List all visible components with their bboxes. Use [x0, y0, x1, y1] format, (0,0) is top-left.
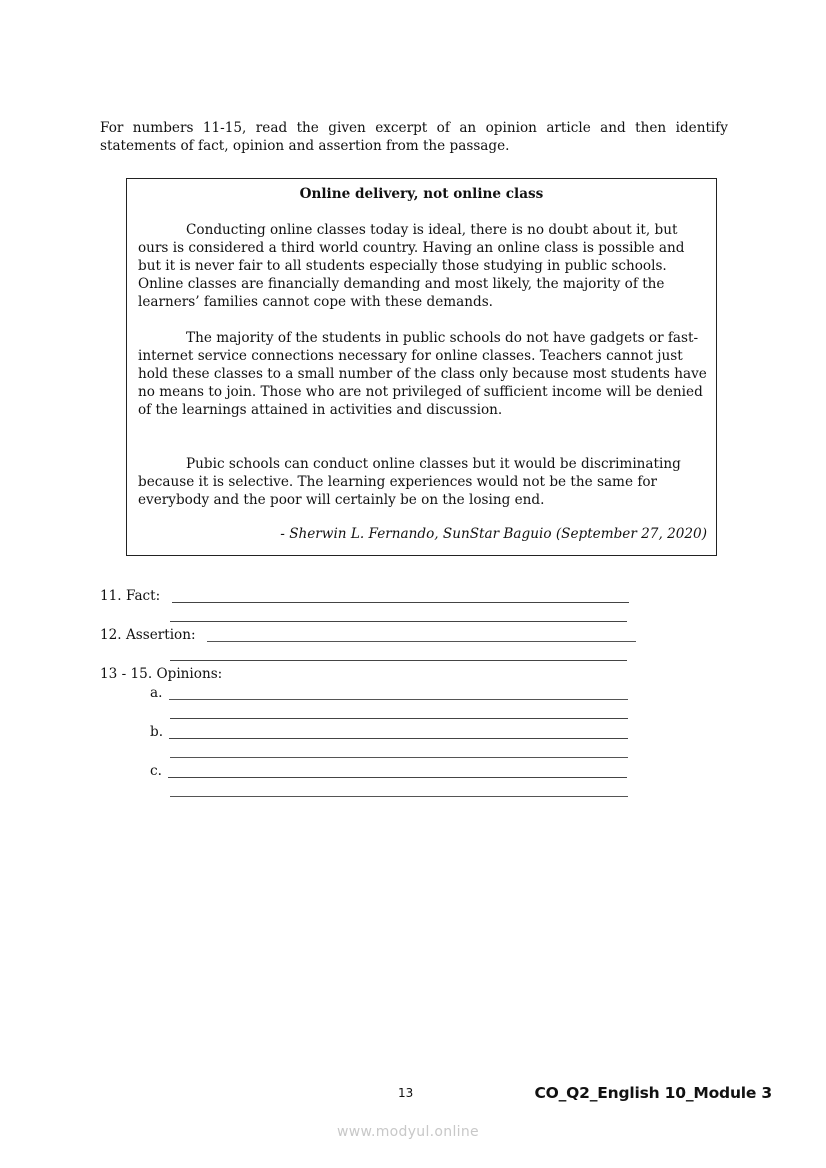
excerpt-paragraph-2: The majority of the students in public schools do not have gadgets or fast-internet service connections necessary for online classes. Teachers cannot just hold these classes to a small number of the class only because most students have no means to join. Those who are not privileged of sufficient income will be denied of the learnings attained in activities and discussion. [138, 330, 707, 418]
watermark: www.modyul.online [337, 1124, 479, 1140]
opinions-label: 13 - 15. Opinions: [100, 666, 223, 682]
opinion-a-answer-line-2[interactable] [170, 718, 628, 719]
opinion-b-label: b. [150, 724, 164, 740]
instructions-text: For numbers 11-15, read the given excerpt of an opinion article and then identify statements of fact, opinion and assertion from the passage. [100, 120, 728, 154]
excerpt-paragraph-1: Conducting online classes today is ideal, there is no doubt about it, but ours is considered a third world country. Having an online class is possible and but it is never fair to all students especially those studying in public schools. Online classes are financially demanding and most likely, the majority of the learners’ families cannot cope with these demands. [138, 222, 685, 310]
module-code: CO_Q2_English 10_Module 3 [534, 1084, 772, 1102]
assertion-answer-line-1[interactable] [207, 641, 636, 642]
excerpt-title: Online delivery, not online class [299, 186, 544, 202]
page-number: 13 [398, 1086, 414, 1100]
opinion-b-answer-line-2[interactable] [170, 757, 628, 758]
fact-answer-line-1[interactable] [172, 602, 629, 603]
opinion-a-label: a. [150, 685, 163, 701]
assertion-label: 12. Assertion: [100, 627, 196, 643]
opinion-c-answer-line-2[interactable] [170, 796, 628, 797]
fact-answer-line-2[interactable] [170, 621, 627, 622]
opinion-c-label: c. [150, 763, 162, 779]
assertion-answer-line-2[interactable] [170, 660, 627, 661]
excerpt-box [126, 178, 717, 556]
fact-label: 11. Fact: [100, 588, 161, 604]
excerpt-attribution: - Sherwin L. Fernando, SunStar Baguio (September 27, 2020) [280, 526, 707, 542]
excerpt-paragraph-3: Pubic schools can conduct online classes but it would be discriminating because it is selective. The learning experiences would not be the same for everybody and the poor will certainly be on the losing end. [138, 456, 681, 508]
opinion-c-answer-line-1[interactable] [168, 777, 627, 778]
opinion-b-answer-line-1[interactable] [169, 738, 628, 739]
opinion-a-answer-line-1[interactable] [169, 699, 628, 700]
